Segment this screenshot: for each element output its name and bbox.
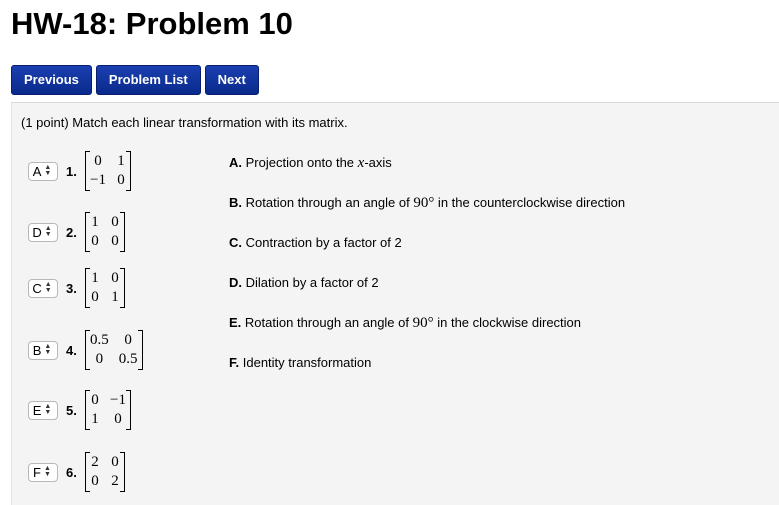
up-down-arrows-icon: ▲ ▼ (44, 164, 52, 177)
row-number: 3. (66, 280, 77, 296)
option-letter: D. (229, 275, 242, 290)
matrix-cell: 0 (91, 473, 99, 489)
matrix-cell: 0 (91, 289, 99, 305)
option-text: Dilation by a factor of 2 (245, 275, 379, 290)
up-down-arrows-icon: ▲ ▼ (44, 225, 52, 238)
answer-select[interactable] (28, 401, 58, 420)
select-value: C (32, 280, 42, 296)
matrix (85, 452, 125, 492)
option-letter: F. (229, 355, 240, 370)
matrix (85, 268, 125, 308)
match-row (28, 210, 125, 254)
match-row (28, 450, 125, 494)
answer-select[interactable] (28, 463, 58, 482)
matrix-cell: 2 (91, 454, 99, 470)
matrix-cell: 1 (91, 411, 99, 427)
matrix-cell: −1 (90, 172, 106, 188)
option-text: Identity transformation (242, 355, 372, 370)
problem-list-button[interactable]: Problem List (96, 65, 201, 95)
up-down-arrows-icon: ▲ ▼ (44, 281, 52, 294)
matrix-cell: 0 (111, 233, 119, 249)
matrix-cell: 1 (91, 270, 99, 286)
option-b (229, 195, 625, 212)
answer-select[interactable] (28, 223, 58, 242)
answer-select[interactable] (28, 162, 58, 181)
matrix (85, 330, 143, 370)
option-d (229, 275, 379, 290)
matrix-cell: 0 (111, 270, 119, 286)
row-number: 1. (66, 163, 77, 179)
matrix-cell: 0.5 (118, 351, 138, 367)
matrix-cell: 0 (91, 392, 99, 408)
row-number: 2. (66, 224, 77, 240)
option-math: 90° (412, 315, 434, 331)
matrix-cell: 0.5 (90, 332, 109, 348)
option-letter: A. (229, 155, 242, 170)
option-text: Contraction by a factor of 2 (245, 235, 402, 250)
answer-select[interactable] (28, 341, 58, 360)
matrix-cell: 0 (111, 214, 119, 230)
next-button[interactable]: Next (205, 65, 259, 95)
matrix-cell: 0 (95, 351, 104, 367)
matrix (85, 151, 131, 191)
up-down-arrows-icon: ▲ ▼ (44, 343, 52, 356)
up-down-arrows-icon: ▲ ▼ (44, 465, 51, 478)
page-title: HW-18: Problem 10 (11, 6, 293, 41)
option-letter: E. (229, 315, 242, 330)
previous-button[interactable]: Previous (11, 65, 92, 95)
option-f (229, 355, 371, 370)
row-number: 6. (66, 464, 77, 480)
nav-bar (11, 65, 259, 95)
problem-panel (11, 102, 779, 505)
matrix-cell: 2 (111, 473, 119, 489)
matrix-cell: 0 (94, 153, 102, 169)
row-number: 4. (66, 342, 77, 358)
option-c (229, 235, 402, 250)
match-row (28, 149, 131, 193)
matrix-cell: 0 (117, 172, 125, 188)
matrix-cell: 0 (124, 332, 132, 348)
matrix-cell: 1 (91, 214, 99, 230)
matrix-cell: 0 (111, 454, 119, 470)
matrix (85, 390, 131, 430)
matrix-cell: 0 (114, 411, 122, 427)
up-down-arrows-icon: ▲ ▼ (44, 403, 52, 416)
option-math: 90° (413, 195, 435, 211)
option-math: x (357, 155, 365, 171)
select-value: A (32, 163, 42, 179)
matrix-cell: 1 (111, 289, 119, 305)
select-value: B (32, 342, 42, 358)
option-e (229, 315, 581, 332)
problem-prompt: (1 point) Match each linear transformation with its matrix. (21, 115, 348, 130)
option-a (229, 155, 392, 172)
option-letter: B. (229, 195, 242, 210)
matrix-cell: 0 (91, 233, 99, 249)
option-letter: C. (229, 235, 242, 250)
matrix-cell: 1 (117, 153, 125, 169)
option-text-post: in the clockwise direction (433, 315, 582, 330)
matrix (85, 212, 125, 252)
answer-select[interactable] (28, 279, 58, 298)
select-value: F (33, 464, 41, 480)
match-row (28, 328, 143, 372)
option-text-post: -axis (364, 155, 392, 170)
option-text-post: in the counterclockwise direction (434, 195, 626, 210)
option-text: Rotation through an angle of (245, 195, 414, 210)
row-number: 5. (66, 402, 77, 418)
select-value: D (32, 224, 42, 240)
matrix-cell: −1 (110, 392, 126, 408)
match-row (28, 388, 131, 432)
option-text: Rotation through an angle of (244, 315, 413, 330)
option-text: Projection onto the (245, 155, 358, 170)
match-row (28, 266, 125, 310)
select-value: E (32, 402, 42, 418)
